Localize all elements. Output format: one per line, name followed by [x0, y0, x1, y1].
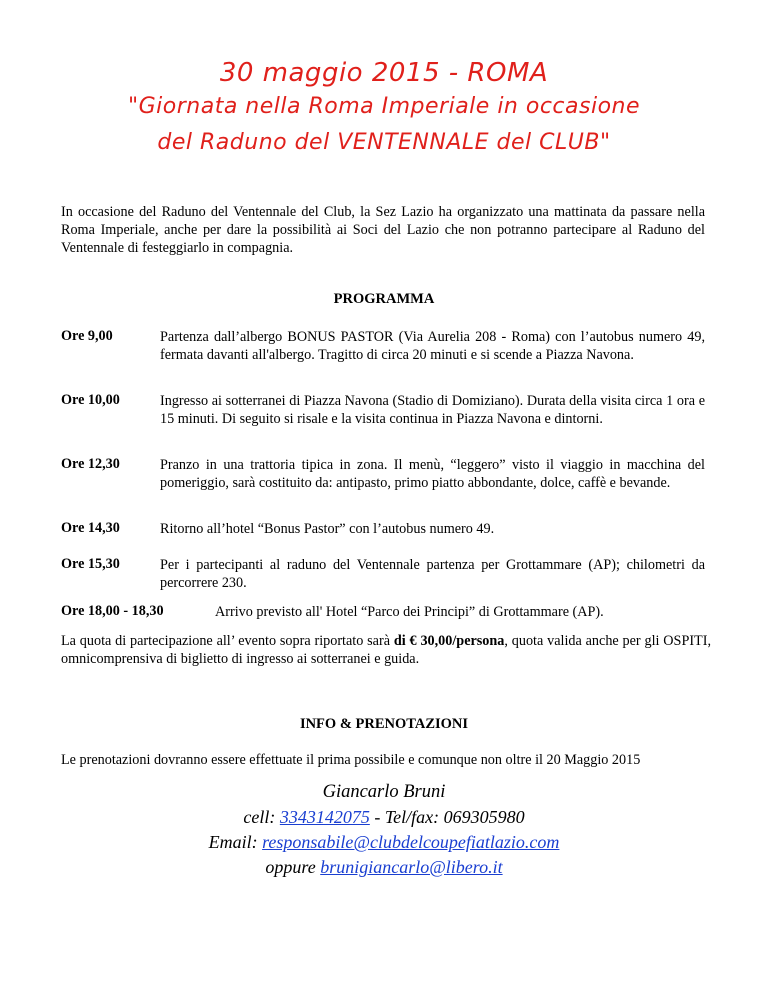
cell-phone-link[interactable]: 3343142075 [279, 807, 370, 827]
contact-email-line [0, 832, 768, 853]
schedule-time: Ore 12,30 [61, 456, 120, 472]
alt-email-label: oppure [265, 857, 321, 877]
price-text-before: La quota di partecipazione all’ evento sopra riportato sarà [61, 633, 394, 649]
email-label: Email: [208, 832, 263, 852]
schedule-description: Pranzo in una trattoria tipica in zona. Il menù, “leggero” visto il viaggio in macchina del pomeriggio, sarà costituito da: antipasto, primo piatto abbondante, dolce, caffè e bevande. [160, 457, 705, 491]
schedule-description: Partenza dall’albergo BONUS PASTOR (Via Aurelia 208 - Roma) con l’autobus numero 49, fermata davanti all'albergo. Tragitto di circa 20 minuti e si scende a Piazza Navona. [160, 329, 705, 363]
schedule-time: Ore 18,00 - 18,30 [61, 603, 164, 619]
event-subtitle-line1: "Giornata nella Roma Imperiale in occasione [127, 94, 641, 119]
alt-email-link[interactable]: brunigiancarlo@libero.it [320, 857, 503, 877]
price-amount: di € 30,00/persona [393, 633, 505, 649]
contact-alt-email-line [0, 857, 768, 878]
programma-heading: PROGRAMMA [333, 291, 435, 307]
schedule-description: Ingresso ai sotterranei di Piazza Navona (Stadio di Domiziano). Durata della visita circa 1 ora e 15 minuti. Di seguito si risale e la visita continua in Piazza Navona e dintorni. [160, 393, 705, 427]
schedule-time: Ore 15,30 [61, 556, 120, 572]
email-link[interactable]: responsabile@clubdelcoupefiatlazio.com [262, 832, 560, 852]
price-text-after: , quota valida anche per gli OSPITI, omnicomprensiva di biglietto di ingresso ai sotterranei e guida. [61, 633, 711, 667]
info-heading: INFO & PRENOTAZIONI [299, 716, 469, 732]
tel-fax-label: - Tel/fax: 069305980 [369, 807, 525, 827]
schedule-description: Arrivo previsto all' Hotel “Parco dei Principi” di Grottammare (AP). [215, 604, 604, 620]
price-paragraph [61, 632, 711, 668]
schedule-time: Ore 10,00 [61, 392, 120, 408]
intro-paragraph: In occasione del Raduno del Ventennale del Club, la Sez Lazio ha organizzato una mattinata da passare nella Roma Imperiale, anche per dare la possibilità ai Soci del Lazio che non potranno partecipare al Raduno del Ventennale di festeggiarlo in compagnia. [61, 204, 705, 256]
schedule-description: Ritorno all’hotel “Bonus Pastor” con l’autobus numero 49. [160, 521, 495, 537]
cell-label: cell: [243, 807, 280, 827]
event-date-title: 30 maggio 2015 - ROMA [219, 58, 549, 88]
schedule-time: Ore 9,00 [61, 328, 113, 344]
schedule-description: Per i partecipanti al raduno del Ventennale partenza per Grottammare (AP); chilometri da percorrere 230. [160, 557, 705, 591]
contact-phone-line [0, 807, 768, 828]
schedule-time: Ore 14,30 [61, 520, 120, 536]
contact-name: Giancarlo Bruni [322, 782, 446, 802]
event-subtitle-line2: del Raduno del VENTENNALE del CLUB" [157, 130, 611, 155]
booking-deadline-text: Le prenotazioni dovranno essere effettuate il prima possibile e comunque non oltre il 20 Maggio 2015 [61, 752, 641, 768]
